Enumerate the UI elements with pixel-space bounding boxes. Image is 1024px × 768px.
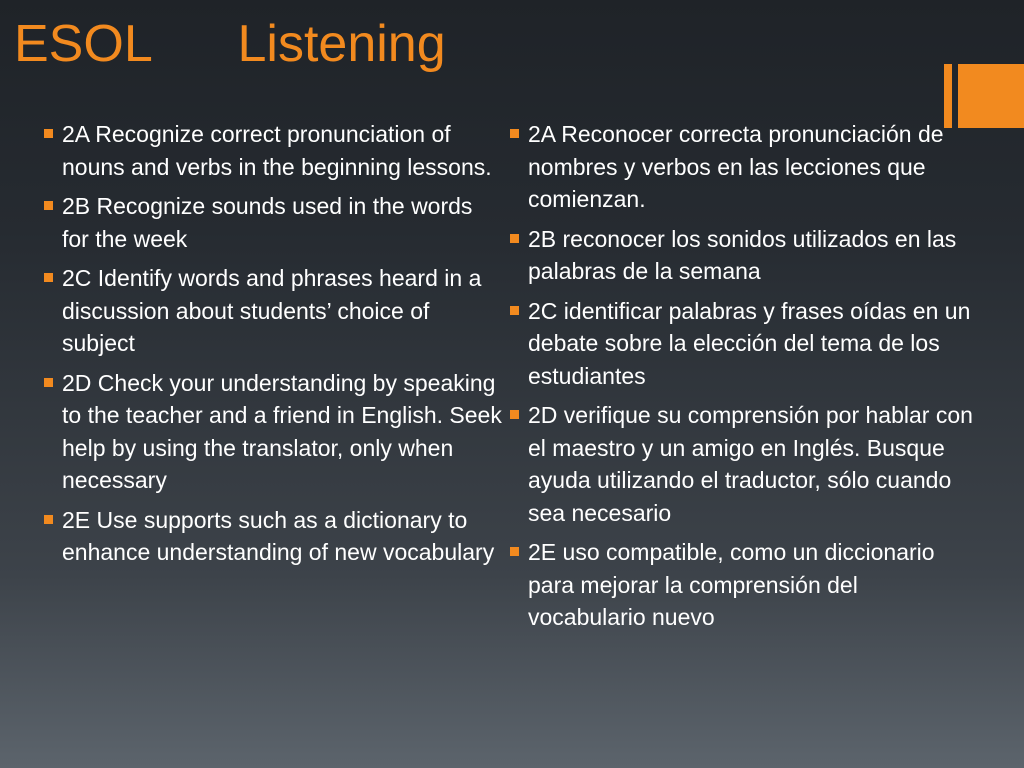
english-objectives-list	[44, 118, 504, 576]
list-item	[44, 367, 504, 497]
list-item	[44, 262, 504, 360]
bullet-square-icon	[510, 547, 519, 556]
list-item	[510, 295, 980, 393]
bullet-square-icon	[44, 273, 53, 282]
list-item-text: 2C Identify words and phrases heard in a discussion about students’ choice of subject	[62, 265, 482, 356]
bullet-square-icon	[510, 306, 519, 315]
bullet-square-icon	[44, 129, 53, 138]
list-item-text: 2D verifique su comprensión por hablar con el maestro y un amigo en Inglés. Busque ayuda utilizando el traductor, sólo cuando sea necesario	[528, 402, 973, 526]
bullet-square-icon	[44, 201, 53, 210]
bullet-square-icon	[510, 234, 519, 243]
list-item-text: 2E uso compatible, como un diccionario para mejorar la comprensión del vocabulario nuevo	[528, 539, 935, 630]
list-item-text: 2A Reconocer correcta pronunciación de nombres y verbos en las lecciones que comienzan.	[528, 121, 944, 212]
bullet-square-icon	[510, 129, 519, 138]
list-item	[44, 118, 504, 183]
list-item-text: 2C identificar palabras y frases oídas en un debate sobre la elección del tema de los estudiantes	[528, 297, 971, 389]
list-item-text: 2B Recognize sounds used in the words for the week	[62, 193, 473, 252]
list-item	[510, 118, 980, 216]
bullet-square-icon	[44, 515, 53, 524]
list-item	[510, 223, 980, 288]
spanish-objectives-list	[510, 118, 980, 641]
list-item	[510, 399, 980, 529]
list-item-text: 2A Recognize correct pronunciation of nouns and verbs in the beginning lessons.	[62, 121, 492, 180]
slide-title: ESOL Listening	[14, 15, 446, 73]
list-item-text: 2B reconocer los sonidos utilizados en las palabras de la semana	[528, 225, 957, 284]
list-item-text: 2E Use supports such as a dictionary to enhance understanding of new vocabulary	[62, 506, 495, 565]
bullet-square-icon	[44, 378, 53, 387]
bullet-square-icon	[510, 410, 519, 419]
list-item	[44, 190, 504, 255]
list-item-text: 2D Check your understanding by speaking to the teacher and a friend in English. Seek help by using the translator, only when necessary	[62, 369, 502, 493]
list-item	[510, 536, 980, 634]
list-item	[44, 504, 504, 569]
